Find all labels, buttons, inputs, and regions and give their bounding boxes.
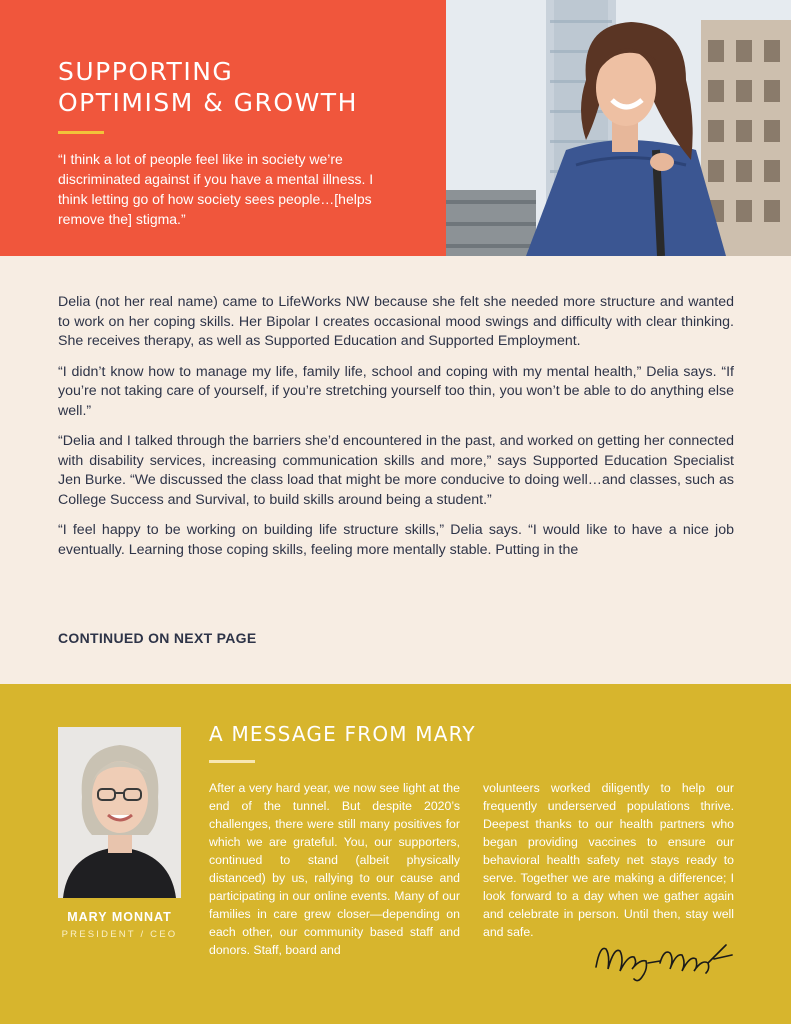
message-column-1 [209, 779, 460, 959]
hero-quote: “I think a lot of people feel like in society we’re discriminated against if you have a mental illness. I think letting go of how society sees people…[helps remove the] stigma.” [58, 151, 374, 227]
message-text: After a very hard year, we now see light at the end of the tunnel. But despite 2020’s challenges, there were still many positives for which we are grateful. You, our supporters, continued to stand (albeit physically distanced) by us, rallying to our cause and participating in our online events. Many of our families in care grew closer—depending on each other, our community based staff and donors. Staff, board and [209, 781, 460, 957]
hero-photo [446, 0, 791, 256]
story-article [58, 293, 734, 571]
mary-name: MARY MONNAT [67, 910, 172, 924]
message-text: volunteers worked diligently to help our frequently underserved populations thrive. Deepest thanks to our health partners who began providing vaccines to ensure our behavioral health safety net stays ready to serve. Together we are making a difference; I look forward to a day when we gather again and celebrate in person. Until then, stay well and safe. [483, 781, 734, 939]
story-paragraph: “I didn’t know how to manage my life, family life, school and coping with my mental health,” Delia says. “If you’re not taking care of yourself, if you’re stretching yourself too thin, you won’t be able to do anything else well.” [58, 363, 734, 419]
story-paragraph: “Delia and I talked through the barriers she’d encountered in the past, and worked on getting her connected with disability services, increasing communication skills and more,” says Supported Education Specialist Jen Burke. “We discussed the class load that might be more conducive to doing well…and classes, such as College Success and Survival, to build skills around being a student.” [58, 433, 734, 508]
hero-section [0, 0, 791, 256]
portrait-illustration [58, 727, 181, 898]
mary-role: PRESIDENT / CEO [61, 929, 178, 940]
mary-portrait [58, 727, 181, 898]
signature-image [590, 925, 740, 985]
woman-photo-illustration [446, 0, 791, 256]
page-title: SUPPORTING OPTIMISM & GROWTH [58, 57, 358, 117]
continued-link: CONTINUED ON NEXT PAGE [58, 630, 257, 646]
story-paragraph: Delia (not her real name) came to LifeWorks NW because she felt she needed more structure and wanted to work on her coping skills. Her Bipolar I creates occasional mood swings and difficulty with clear thinking. She receives therapy, as well as Supported Education and Supported Employment. [58, 294, 734, 349]
story-paragraph: “I feel happy to be working on building life structure skills,” Delia says. “I would like to have a nice job eventually. Learning those coping skills, feeling more mentally stable. Putting in the [58, 522, 734, 558]
message-title: A MESSAGE FROM MARY [209, 722, 476, 746]
title-underline [58, 131, 104, 134]
message-title-underline [209, 760, 255, 763]
message-column-2 [483, 779, 734, 941]
hero-text-panel [0, 0, 446, 256]
